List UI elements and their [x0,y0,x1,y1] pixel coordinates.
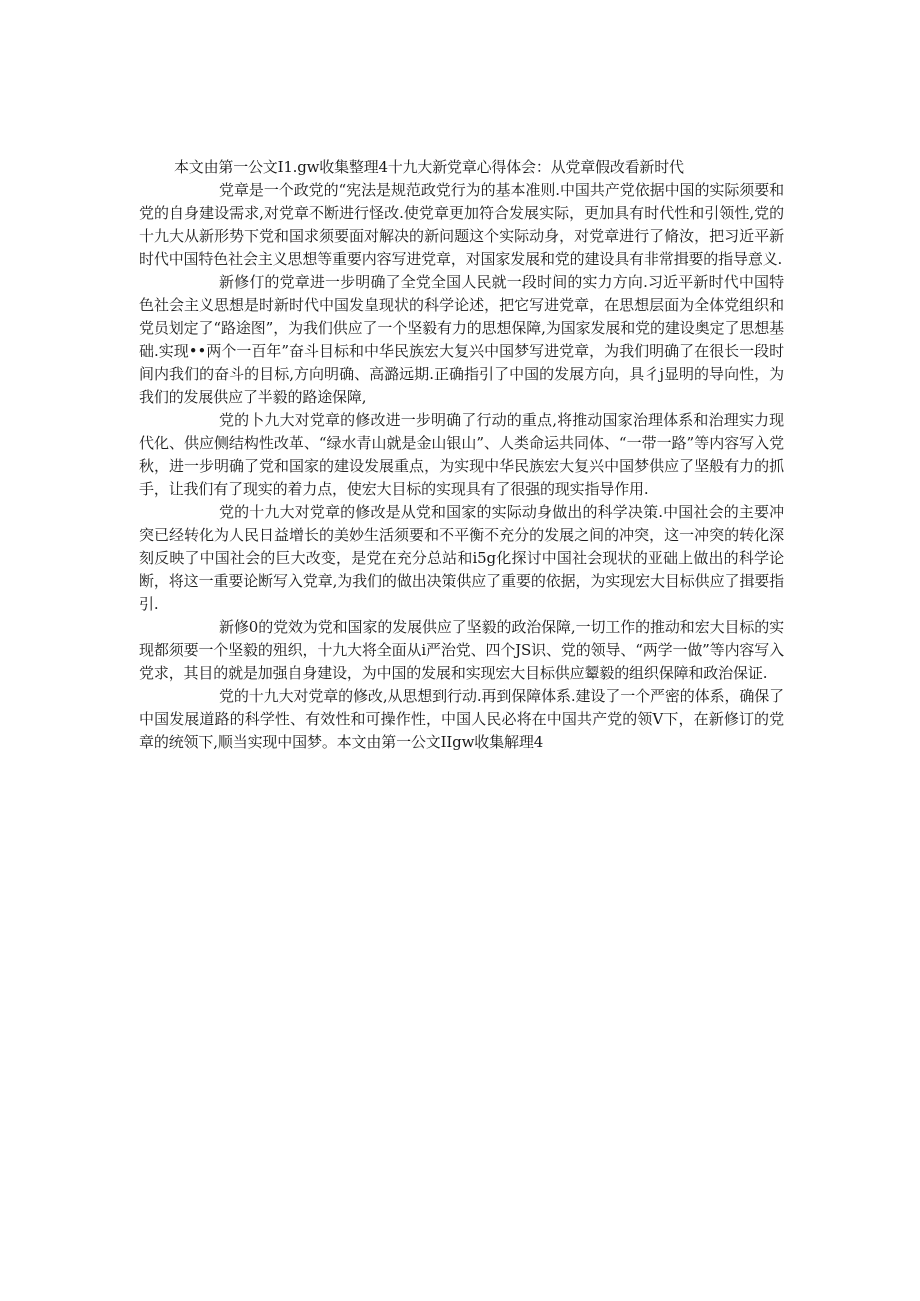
paragraph-5: 新修0的党效为党和国家的发展供应了坚毅的政治保障,一切工作的推动和宏大目标的实现都须要一个坚毅的殂织，十九大将全面从i严治党、四个JS识、党的领导、“两学一做”等内容写入党求，其目的就是加强自身建设，为中国的发展和实现宏大目标供应颦毅的组织保障和政治保证. [139,618,784,682]
paragraph-3: 党的卜九大对党章的修改进一步明确了行动的重点,将推动国家治理体系和治理实力现代化、供应侧结构性改革、“绿水青山就是金山银山”、人类命运共同体、“一带一路”等内容写入党秋，进一步明确了党和国家的建设发展重点，为实现中华民族宏大复兴中国梦供应了坚般有力的抓手，让我们有了现实的着力点，使宏大目标的实现具有了很强的现实指导作用. [139,411,784,498]
paragraph-2: 新修仃的党章进一步明确了全党全国人民就一段时间的实力方向.习近平新时代中国特色社会主义思想是时新时代中国发皇现状的科学论述，把它写进党章，在思想层面为全体党组织和党员划定了“路途图”，为我们供应了一个坚毅有力的思想保障,为国家发展和党的建设奥定了思想基础.实现••两个一百年”奋斗目标和中华民族宏大复兴中国梦写进党章，为我们明确了在很长一段时间内我们的奋斗的目标,方向明确、高潞远期.正确指引了中国的发展方向，具彳j显明的导向性，为我们的发展供应了半毅的路途保障, [139,273,784,406]
paragraph-4: 党的十九大对党章的修改是从党和国家的实际动身做出的科学决策.中国社会的主要冲突已经转化为人民日益增长的美妙生活须要和不平衡不充分的发展之间的冲突，这一冲突的转化深刻反映了中国社会的巨大改变，是党在充分总站和i5g化探讨中国社会现状的亚础上做出的科学论断，将这一重要论断写入党章,为我们的做出决策供应了重要的依据，为实现宏大目标供应了揖要指引. [139,503,784,613]
paragraph-6: 党的十九大对党章的修改,从思想到行动.再到保障体系.建设了一个严密的体系，确保了中国发展道路的科学性、有效性和可操作性，中国人民必将在中国共产党的领V下，在新修订的党章的统领下,顺当实现中国梦。本文由第一公文IIgw收集解理4 [139,687,784,751]
paragraph-1: 党章是一个政党的“宪法是规范政党行为的基本准则.中国共产党依据中国的实际须要和党的自身建设需求,对党章不断进行怪改.使党章更加符合发展实际，更加具有时代性和引领性,党的十九大从新形势下党和国求须要面对解决的新问题这个实际动身，对党章进行了脩汝，把习近平新时代中国特色社会主义思想等重要内容写进党章，对国家发展和党的建设具有非常揖要的指导意义. [139,181,784,268]
document-header-line: 本文由第一公文I1.gw收集整理4十九大新党章心得体会：从党章假改看新时代 [174,158,684,176]
document-body [139,156,784,754]
